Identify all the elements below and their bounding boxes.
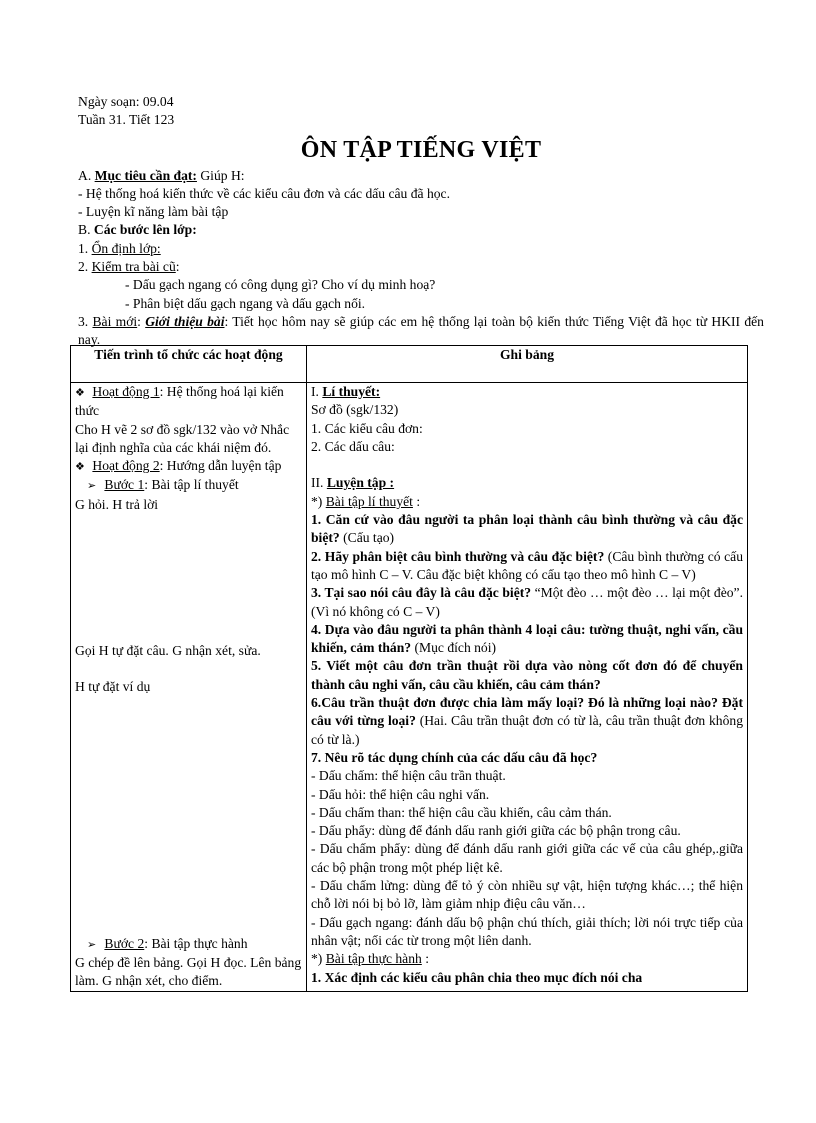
step-2-row-rest: : Bài tập thực hành <box>144 935 248 951</box>
activity-1-label: Hoạt động 1 <box>92 384 160 399</box>
document-header <box>78 93 764 350</box>
punct-2: - Dấu hỏi: thể hiện câu nghi vấn. <box>311 786 490 802</box>
step-2-row <box>75 935 302 954</box>
question-5 <box>311 657 743 694</box>
question-4-text: 4. Dựa vào đâu người ta phân thành 4 loại câu: tường thuật, nghi vấn, cầu khiến, cảm thán? <box>311 621 743 656</box>
question-3-answer: “Một đèo … một đèo … lại một đèo”. (Vì nó không có C – V) <box>311 585 743 619</box>
theory-exercises-prefix: *) <box>311 493 326 509</box>
activities-cell <box>71 383 307 992</box>
activity-2 <box>75 457 302 476</box>
note-2: H tự đặt ví dụ <box>75 679 151 695</box>
table-header-row <box>71 346 748 383</box>
theory-heading <box>311 383 743 401</box>
arrow-bullet-icon: ➢ <box>87 938 97 951</box>
page-title: ÔN TẬP TIẾNG VIỆT <box>300 136 542 163</box>
question-4-answer: (Mục đích nói) <box>411 640 497 656</box>
question-1 <box>311 511 743 548</box>
step-2-label: Kiểm tra bài cũ <box>91 259 176 275</box>
lesson-table <box>70 345 748 992</box>
question-6-answer: (Hai. Câu trần thuật đơn có từ là, câu trần thuật đơn không có từ là.) <box>311 713 743 747</box>
question-3 <box>311 584 743 621</box>
punct-3: - Dấu chấm than: thể hiện câu cầu khiến, câu cảm thán. <box>311 804 612 820</box>
step-1 <box>78 240 764 258</box>
objective-2: - Luyện kĩ năng làm bài tập <box>78 204 229 220</box>
practice-num: II. <box>311 475 327 491</box>
theory-exercises-label: Bài tập lí thuyết <box>325 493 413 509</box>
theory-label: Lí thuyết: <box>322 384 381 399</box>
activity-1 <box>75 383 302 421</box>
section-a-heading: Mục tiêu cần đạt: <box>94 167 197 183</box>
question-7-text: 7. Nêu rõ tác dụng chính của các dấu câu đã học? <box>311 749 598 765</box>
section-a-rest: Giúp H: <box>196 167 245 183</box>
practice-exercises-prefix: *) <box>311 951 326 967</box>
col-header-board: Ghi bảng <box>307 346 748 383</box>
practice-exercises-suffix: : <box>421 951 430 967</box>
practice-label: Luyện tập : <box>326 475 395 491</box>
theory-num: I. <box>311 384 323 399</box>
review-question-1: - Dấu gạch ngang có công dụng gì? Cho ví dụ minh hoạ? <box>125 277 436 293</box>
objective-1: - Hệ thống hoá kiến thức về các kiểu câu đơn và các dấu câu đã học. <box>78 185 450 201</box>
diagram-ref: Sơ đồ (sgk/132) <box>311 402 399 418</box>
question-2-text: 2. Hãy phân biệt câu bình thường và câu đặc biệt? <box>311 548 605 564</box>
theory-item-2: 2. Các dấu câu: <box>311 438 395 454</box>
punct-4: - Dấu phẩy: dùng để đánh dấu ranh giới giữa các bộ phận trong câu. <box>311 823 681 839</box>
question-1-text: 1. Căn cứ vào đâu người ta phân loại thành câu bình thường và câu đặc biệt? <box>311 512 743 546</box>
step-1-label: Ổn định lớp: <box>91 240 161 256</box>
board-cell <box>307 383 748 992</box>
step-1-row <box>75 476 302 495</box>
activity-1-rest: : Hệ thống hoá lại kiến thức <box>75 384 284 419</box>
punct-5: - Dấu chấm phẩy: dùng để đánh dấu ranh giới giữa các vế của câu ghép,.giữa các bộ phận trong một phép liệt kê. <box>311 841 743 875</box>
theory-item-1: 1. Các kiểu câu đơn: <box>311 420 423 436</box>
table-row <box>71 383 748 992</box>
exercise-1 <box>311 969 743 987</box>
practice-exercises-label: Bài tập thực hành <box>325 951 422 967</box>
step-2-row-label: Bước 2 <box>104 935 145 951</box>
question-3-text: 3. Tại sao nói câu đây là câu đặc biệt? <box>311 585 532 601</box>
punct-1: - Dấu chấm: thể hiện câu trần thuật. <box>311 768 506 784</box>
step-2-num: 2. <box>78 259 92 275</box>
section-a <box>78 167 764 185</box>
question-6 <box>311 694 743 749</box>
step-3-intro: Giới thiệu bài <box>145 313 225 329</box>
exercise-1-text: 1. Xác định các kiểu câu phân chia theo mục đích nói cha <box>311 969 643 985</box>
question-7 <box>311 749 743 767</box>
step-1-row-label: Bước 1 <box>104 477 145 493</box>
question-4 <box>311 621 743 658</box>
punct-6: - Dấu chấm lửng: dùng để tỏ ý còn nhiều sự vật, hiện tượng khác…; thể hiện chỗ lời nói bị bỏ lỡ, làm giảm nhịp điệu câu văn… <box>311 878 743 912</box>
section-a-label: A. <box>78 167 95 183</box>
diamond-bullet-icon: ❖ <box>75 461 85 474</box>
practice-heading <box>311 474 743 492</box>
note-1: Gọi H tự đặt câu. G nhận xét, sửa. <box>75 643 261 659</box>
question-2 <box>311 548 743 585</box>
theory-exercises <box>311 493 743 511</box>
step-1-num: 1. <box>78 240 92 256</box>
step-2-colon: : <box>175 259 180 275</box>
step-2 <box>78 258 764 276</box>
review-question-2: - Phân biệt dấu gạch ngang và dấu gạch nối. <box>125 295 366 311</box>
step-3-label: Bài mới <box>92 313 138 329</box>
step-3-colon: : <box>137 313 146 329</box>
step-2-text: G chép đề lên bảng. Gọi H đọc. Lên bảng làm. G nhận xét, cho điểm. <box>75 954 302 989</box>
question-1-answer: (Cấu tạo) <box>339 530 395 546</box>
section-b <box>78 221 764 239</box>
theory-exercises-suffix: : <box>412 493 421 509</box>
question-5-text: 5. Viết một câu đơn trần thuật rồi dựa vào nòng cốt đơn đó để chuyển thành câu nghi vấn, câu cầu khiến, câu cảm thán? <box>311 658 743 692</box>
activity-1-text: Cho H vẽ 2 sơ đồ sgk/132 vào vở Nhắc lại định nghĩa của các khái niệm đó. <box>75 421 290 455</box>
section-b-label: B. <box>78 222 94 238</box>
col-header-activities: Tiến trình tổ chức các hoạt động <box>71 346 307 383</box>
diamond-bullet-icon: ❖ <box>75 387 85 399</box>
step-3-text: : Tiết học hôm nay sẽ giúp các em hệ thống lại toàn bộ kiến thức Tiếng Việt đã học từ HKII đến nay. <box>78 313 764 348</box>
week-line: Tuần 31. Tiết 123 <box>78 112 175 128</box>
practice-exercises <box>311 950 743 968</box>
question-2-answer: (Câu bình thường có cấu tạo mô hình C – V. Câu đặc biệt không có cấu tạo theo mô hình C – V) <box>311 548 743 582</box>
step-3-num: 3. <box>78 313 93 329</box>
question-6-text: 6.Câu trần thuật đơn được chia làm mấy loại? Đó là những loại nào? Đặt câu với từng loại? <box>311 695 743 729</box>
activity-2-rest: : Hướng dẫn luyện tập <box>159 458 282 474</box>
date-line: Ngày soạn: 09.04 <box>78 94 174 109</box>
punct-7: - Dấu gạch ngang: đánh dấu bộ phận chú thích, giải thích; lời nói trực tiếp của nhân vật; nối các từ trong một liên danh. <box>311 914 743 948</box>
section-b-heading: Các bước lên lớp: <box>93 222 197 238</box>
activity-2-label: Hoạt động 2 <box>92 458 160 474</box>
step-1-row-rest: : Bài tập lí thuyết <box>144 477 239 493</box>
step-1-text: G hỏi. H trả lời <box>75 496 159 512</box>
arrow-bullet-icon: ➢ <box>87 480 97 493</box>
